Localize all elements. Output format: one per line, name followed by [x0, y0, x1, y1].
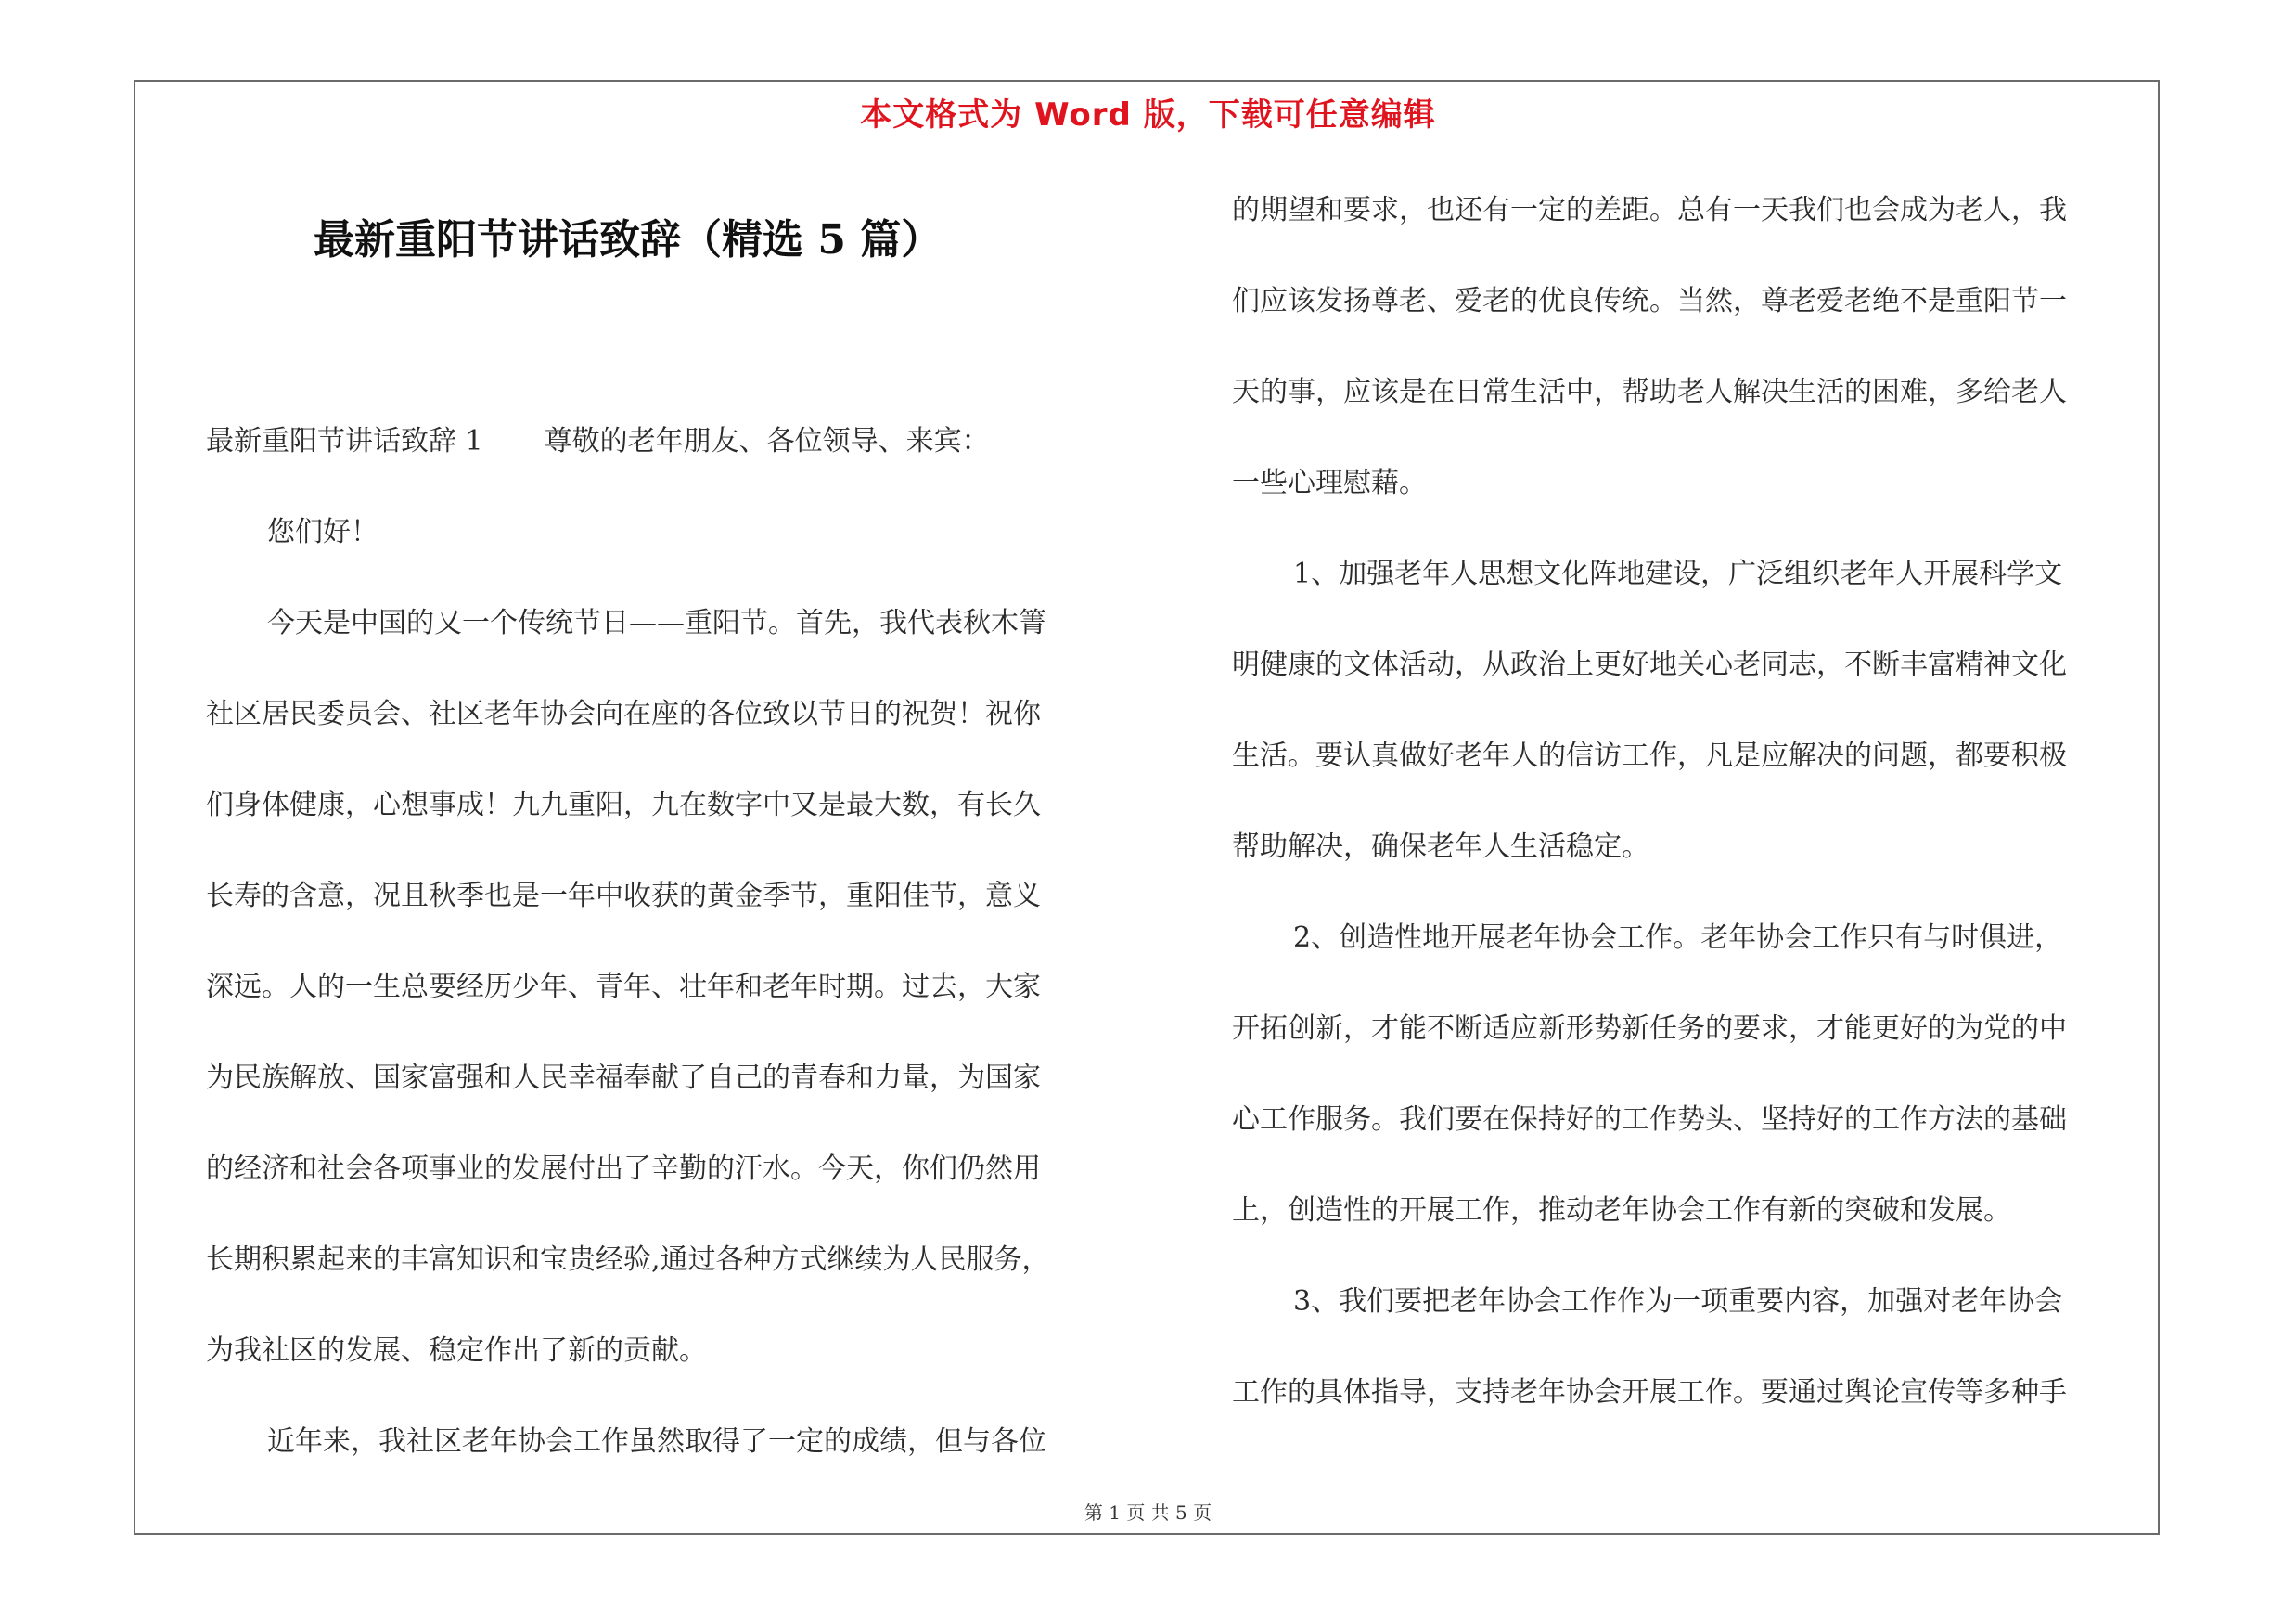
text-line: 们身体健康，心想事成！九九重阳，九在数字中又是最大数，有长久 — [206, 789, 1041, 821]
text-line: 明健康的文体活动，从政治上更好地关心老同志，不断丰富精神文化 — [1232, 649, 2067, 681]
text-line: 长寿的含意，况且秋季也是一年中收获的黄金季节，重阳佳节，意义 — [206, 880, 1041, 912]
text-line: 的经济和社会各项事业的发展付出了辛勤的汗水。今天，你们仍然用 — [206, 1153, 1041, 1185]
text-line: 社区居民委员会、社区老年协会向在座的各位致以节日的祝贺！祝你 — [206, 698, 1041, 730]
text-line: 一些心理慰藉。 — [1232, 467, 1427, 499]
list-item-3 — [1232, 1256, 2150, 1438]
format-banner: 本文格式为 Word 版，下载可任意编辑 — [860, 97, 1436, 134]
left-column — [206, 396, 1134, 1488]
text-line: 工作的具体指导，支持老年协会开展工作。要通过舆论宣传等多种手 — [1232, 1376, 2067, 1409]
text-line: 3、我们要把老年协会工作作为一项重要内容，加强对老年协会 — [1293, 1285, 2063, 1318]
text-line: 长期积累起来的丰富知识和宝贵经验,通过各种方式继续为人民服务， — [206, 1243, 1050, 1276]
text-line: 上，创造性的开展工作，推动老年协会工作有新的突破和发展。 — [1232, 1194, 2011, 1227]
text-line: 为民族解放、国家富强和人民幸福奉献了自己的青春和力量，为国家 — [206, 1062, 1041, 1094]
page-number: 第 1 页 共 5 页 — [1084, 1501, 1212, 1524]
text-line: 开拓创新，才能不断适应新形势新任务的要求，才能更好的为党的中 — [1232, 1012, 2067, 1045]
document-title: 最新重阳节讲话致辞（精选 5 篇） — [314, 216, 943, 264]
text-line: 们应该发扬尊老、爱老的优良传统。当然，尊老爱老绝不是重阳节一 — [1232, 285, 2067, 317]
text-line: 天的事，应该是在日常生活中，帮助老人解决生活的困难，多给老人 — [1232, 376, 2067, 408]
text-line: 今天是中国的又一个传统节日——重阳节。首先，我代表秋木箐 — [267, 607, 1046, 639]
right-column — [1232, 165, 2150, 1438]
text-line: 1、加强老年人思想文化阵地建设，广泛组织老年人开展科学文 — [1293, 558, 2063, 590]
paragraph-1 — [206, 578, 1134, 1397]
text-line: 帮助解决，确保老年人生活稳定。 — [1232, 831, 1649, 863]
speech-heading: 最新重阳节讲话致辞 1 — [206, 425, 483, 457]
speech-heading-line — [206, 396, 1134, 487]
text-line: 生活。要认真做好老年人的信访工作，凡是应解决的问题，都要积极 — [1232, 740, 2067, 772]
text-line: 的期望和要求，也还有一定的差距。总有一天我们也会成为老人，我 — [1232, 194, 2067, 226]
text-line: 为我社区的发展、稳定作出了新的贡献。 — [206, 1334, 707, 1367]
paragraph-2: 近年来，我社区老年协会工作虽然取得了一定的成绩，但与各位 — [267, 1425, 1046, 1458]
greeting: 您们好！ — [267, 516, 378, 548]
list-item-2 — [1232, 893, 2150, 1256]
text-line: 2、创造性地开展老年协会工作。老年协会工作只有与时俱进， — [1293, 921, 2063, 954]
text-line: 深远。人的一生总要经历少年、青年、壮年和老年时期。过去，大家 — [206, 971, 1041, 1003]
salutation: 尊敬的老年朋友、各位领导、来宾： — [544, 425, 990, 457]
paragraph-continued — [1232, 165, 2150, 529]
list-item-1 — [1232, 529, 2150, 893]
text-line: 心工作服务。我们要在保持好的工作势头、坚持好的工作方法的基础 — [1232, 1103, 2067, 1136]
